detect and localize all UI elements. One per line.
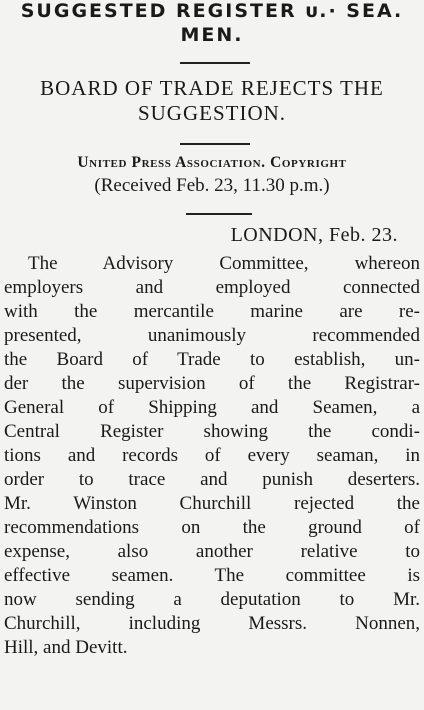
- body-line: Hill, and Devitt.: [4, 637, 128, 658]
- body-line: The Advisory Committee, whereon: [28, 253, 420, 274]
- body-line: order to trace and punish deserters.: [4, 469, 420, 490]
- body-line: recommendations on the ground of: [4, 517, 420, 538]
- body-line: presented, unanimously recommended: [4, 325, 420, 346]
- body-line: the Board of Trade to establish, un-: [4, 349, 420, 370]
- headline-line-1: SUGGESTED REGISTER ᴜ.· SEA.: [20, 0, 404, 22]
- subheadline-line-2: SUGGESTION.: [137, 101, 287, 125]
- received-line: (Received Feb. 23, 11.30 p.m.): [94, 175, 330, 196]
- divider-rule: [186, 213, 252, 215]
- body-line: effective seamen. The committee is: [4, 565, 420, 586]
- divider-rule: [180, 62, 250, 64]
- headline-line-2: MEN.: [180, 24, 244, 46]
- agency-line: United Press Association. Copyright: [77, 154, 347, 171]
- body-line: Churchill, including Messrs. Nonnen,: [4, 613, 420, 634]
- body-line: expense, also another relative to: [4, 541, 420, 562]
- body-line: now sending a deputation to Mr.: [4, 589, 420, 610]
- divider-rule: [180, 143, 250, 145]
- body-line: der the supervision of the Registrar-: [4, 373, 420, 394]
- subheadline-line-1: BOARD OF TRADE REJECTS THE: [40, 76, 384, 100]
- body-line: Mr. Winston Churchill rejected the: [4, 493, 420, 514]
- body-line: employers and employed connected: [4, 277, 420, 298]
- body-line: tions and records of every seaman, in: [4, 445, 420, 466]
- body-line: with the mercantile marine are re-: [4, 301, 420, 322]
- body-line: Central Register showing the condi-: [4, 421, 420, 442]
- dateline: LONDON, Feb. 23.: [230, 224, 398, 246]
- body-line: General of Shipping and Seamen, a: [4, 397, 420, 418]
